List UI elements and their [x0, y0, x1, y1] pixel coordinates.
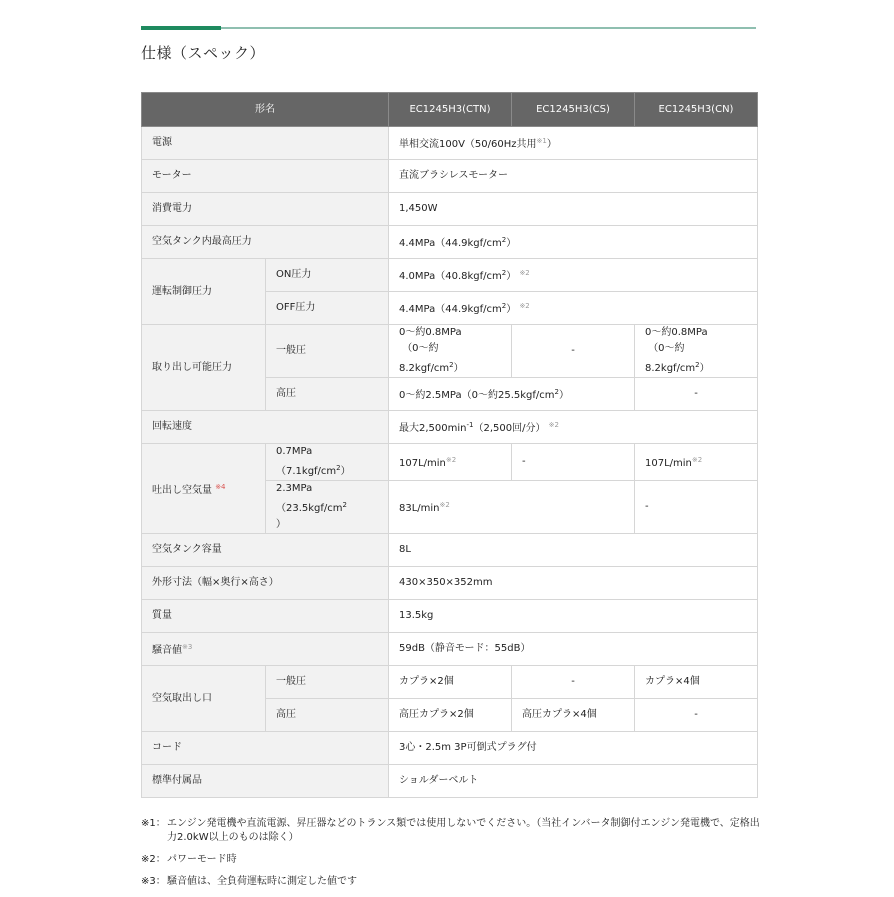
footnote-mark: ※3：	[141, 876, 166, 887]
row-label: 取り出し可能圧力	[142, 325, 266, 411]
row-label: 消費電力	[142, 193, 389, 226]
header-model-cs: EC1245H3(CS)	[512, 93, 635, 127]
row-value: 59dB（静音モード：55dB）	[389, 633, 758, 666]
cell-ctn: カプラ×2個	[389, 666, 512, 699]
cell-ctn: 高圧カプラ×2個	[389, 699, 512, 732]
cell-cn: 0〜約0.8MPa （0〜約$8.2kgf/cm^2$）	[635, 325, 758, 378]
cell-cs: -	[512, 444, 635, 481]
header-model-cn: EC1245H3(CN)	[635, 93, 758, 127]
footnote-text: 騒音値は、全負荷運転時に測定した値です	[167, 876, 357, 887]
row-value: 3心・2.5m 3P可倒式プラグ付	[389, 732, 758, 765]
cell-cn: カプラ×4個	[635, 666, 758, 699]
sub-label: $2.3MPa(23.5kgf/cm^2$ ）	[266, 481, 389, 534]
title-rule	[141, 27, 756, 29]
cell-cs: -	[512, 325, 635, 378]
row-label: 空気取出し口	[142, 666, 266, 732]
footnote-mark: ※1：	[141, 818, 166, 829]
spec-table	[141, 92, 758, 798]
sub-label: ON圧力	[266, 259, 389, 292]
footnote	[141, 817, 761, 845]
row-label: 空気タンク内最高圧力	[142, 226, 389, 259]
title-rule-accent	[141, 26, 221, 30]
cell-ctn: 107L/min$^{※2}$	[389, 444, 512, 481]
row-value: $4.0MPa(40.8kgf/cm^2)$ $^{※2}$	[389, 259, 758, 292]
row-label: 電源	[142, 127, 389, 160]
cell-cn: -	[635, 699, 758, 732]
page-title: 仕様（スペック）	[141, 44, 266, 62]
cell-cn: -	[635, 378, 758, 411]
footnote-mark: ※2：	[141, 854, 166, 865]
row-value: ショルダーベルト	[389, 765, 758, 798]
row-rotation	[142, 411, 758, 444]
row-tank-capacity	[142, 534, 758, 567]
cell-ctn: 0〜約0.8MPa （0〜約$8.2kgf/cm^2$）	[389, 325, 512, 378]
row-outlet-general	[142, 666, 758, 699]
footnote-text: エンジン発電機や直流電源、昇圧器などのトランス類では使用しないでください。（当社インバータ制御付エンジン発電機で、定格出力2.0kW以上のものは除く）	[167, 818, 760, 843]
table-header-row	[142, 93, 758, 127]
row-label: 質量	[142, 600, 389, 633]
row-outlet-pressure-general	[142, 325, 758, 378]
row-power	[142, 127, 758, 160]
footnote	[141, 875, 761, 889]
row-label: 外形寸法（幅×奥行×高さ）	[142, 567, 389, 600]
row-label: 回転速度	[142, 411, 389, 444]
sub-label: $0.7MPa(7.1kgf/cm^2)$	[266, 444, 389, 481]
row-tank-max	[142, 226, 758, 259]
cell-cn: -	[635, 481, 758, 534]
cell-ctn-cs: 0〜約2.5MPa（0〜約$25.5kgf/cm^2$）	[389, 378, 635, 411]
cell-cn: 107L/min$^{※2}$	[635, 444, 758, 481]
row-label: コード	[142, 732, 389, 765]
row-accessory	[142, 765, 758, 798]
sub-label: 一般圧	[266, 666, 389, 699]
footnotes	[141, 817, 761, 897]
row-value: 8L	[389, 534, 758, 567]
sub-label: OFF圧力	[266, 292, 389, 325]
row-label: 運転制御圧力	[142, 259, 266, 325]
row-value: 直流ブラシレスモーター	[389, 160, 758, 193]
row-value: 13.5kg	[389, 600, 758, 633]
row-air-delivery-07	[142, 444, 758, 481]
cell-cs: -	[512, 666, 635, 699]
row-motor	[142, 160, 758, 193]
row-dimensions	[142, 567, 758, 600]
row-cord	[142, 732, 758, 765]
row-label: 標準付属品	[142, 765, 389, 798]
footnote	[141, 853, 761, 867]
row-value: 430×350×352mm	[389, 567, 758, 600]
row-value: $4.4MPa(44.9kgf/cm^2)$	[389, 226, 758, 259]
cell-cs: 高圧カプラ×4個	[512, 699, 635, 732]
sub-label: 高圧	[266, 378, 389, 411]
row-value: 単相交流100V（50/60Hz共用$^{※1}$）	[389, 127, 758, 160]
row-value: 最大$2,500\min^{-1}(2,500$回/分） $^{※2}$	[389, 411, 758, 444]
sub-label: 高圧	[266, 699, 389, 732]
row-noise	[142, 633, 758, 666]
row-label: 騒音値$^{※3}$	[142, 633, 389, 666]
row-label: モーター	[142, 160, 389, 193]
header-model-label: 形名	[142, 93, 389, 127]
cell-ctn-cs: 83L/min$^{※2}$	[389, 481, 635, 534]
footnote-text: パワーモード時	[167, 854, 237, 865]
header-model-ctn: EC1245H3(CTN)	[389, 93, 512, 127]
row-mass	[142, 600, 758, 633]
row-label: 空気タンク容量	[142, 534, 389, 567]
row-consumption	[142, 193, 758, 226]
row-control-on	[142, 259, 758, 292]
row-value: 1,450W	[389, 193, 758, 226]
row-value: $4.4MPa(44.9kgf/cm^2)$ $^{※2}$	[389, 292, 758, 325]
row-label: 吐出し空気量 $^{※4}$	[142, 444, 266, 534]
sub-label: 一般圧	[266, 325, 389, 378]
